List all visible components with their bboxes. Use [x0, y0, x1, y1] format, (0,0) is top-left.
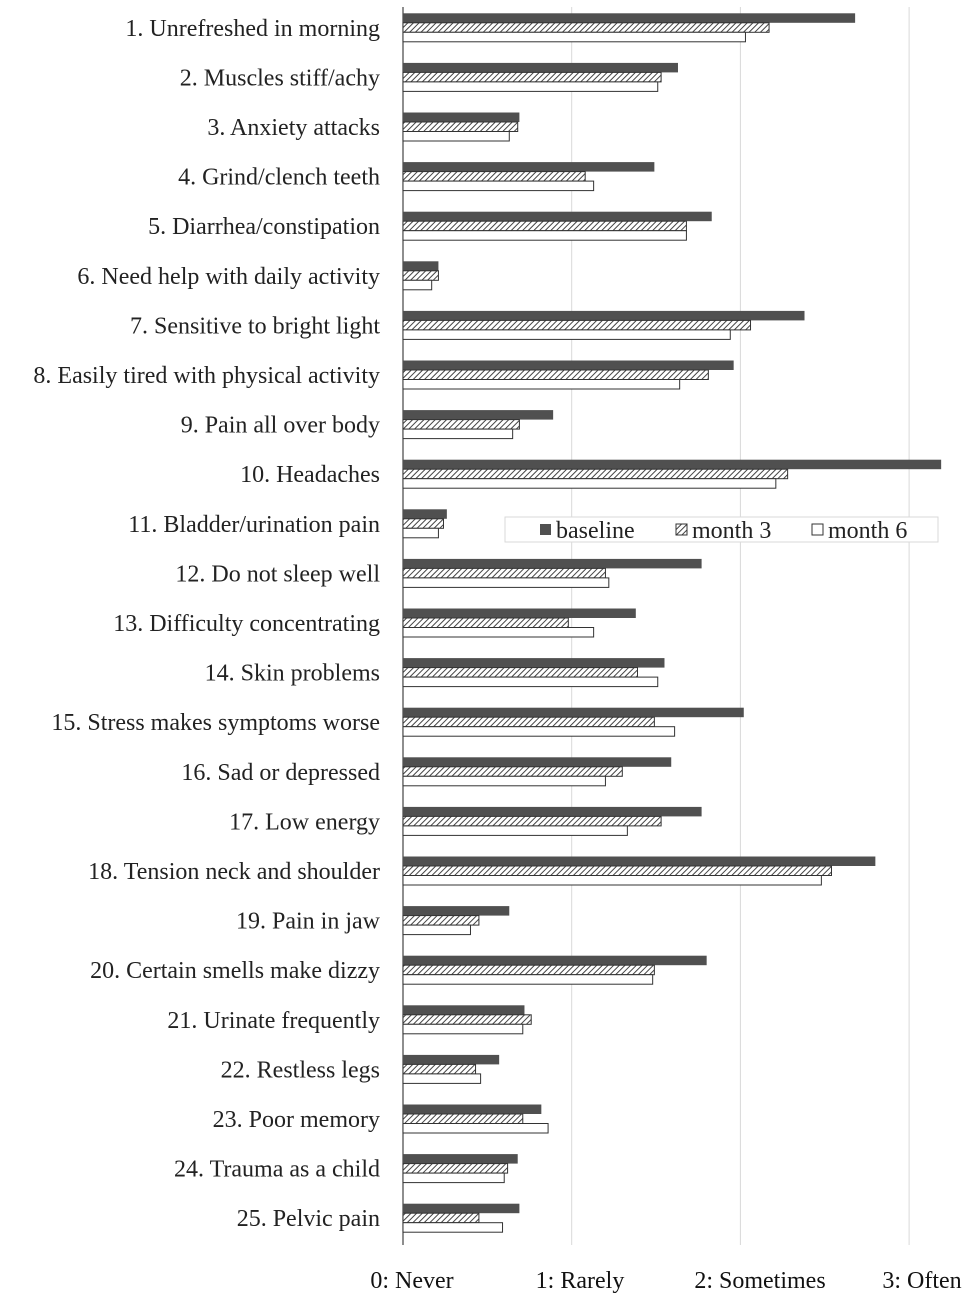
- bar-baseline: [403, 212, 712, 222]
- bar-month-3: [403, 221, 686, 231]
- category-label: 12. Do not sleep well: [175, 561, 380, 588]
- bar-month-3: [403, 23, 769, 33]
- bar-baseline: [403, 559, 702, 569]
- bar-baseline: [403, 906, 509, 916]
- bar-month-3: [403, 965, 654, 975]
- bar-month-3: [403, 72, 661, 82]
- bar-baseline: [403, 857, 875, 867]
- bar-baseline: [403, 658, 664, 668]
- bar-month-3: [403, 618, 568, 628]
- category-label: 2. Muscles stiff/achy: [179, 65, 380, 92]
- category-label: 11. Bladder/urination pain: [128, 511, 380, 538]
- x-tick-label: 2: Sometimes: [694, 1268, 826, 1294]
- bar-month-3: [403, 320, 751, 330]
- bar-month-3: [403, 420, 519, 430]
- bar-month-3: [403, 668, 637, 678]
- bar-month-6: [403, 1024, 523, 1034]
- bar-baseline: [403, 1204, 519, 1214]
- bar-month-6: [403, 1173, 504, 1183]
- category-label: 14. Skin problems: [204, 660, 380, 687]
- bars: [403, 13, 941, 1232]
- legend-swatch: [812, 524, 823, 535]
- bar-month-6: [403, 876, 821, 886]
- bar-month-6: [403, 578, 609, 588]
- bar-month-6: [403, 280, 432, 290]
- bar-month-3: [403, 271, 438, 281]
- bar-baseline: [403, 162, 654, 172]
- category-label: 17. Low energy: [229, 809, 380, 836]
- category-label: 21. Urinate frequently: [167, 1007, 380, 1034]
- bar-month-3: [403, 519, 443, 529]
- category-label: 9. Pain all over body: [180, 412, 380, 439]
- bar-month-6: [403, 528, 438, 538]
- bar-baseline: [403, 13, 855, 22]
- bar-month-3: [403, 1064, 476, 1074]
- bar-month-3: [403, 172, 585, 182]
- category-labels: [33, 16, 380, 1232]
- bar-month-6: [403, 132, 509, 142]
- legend-swatch: [540, 524, 551, 535]
- bar-month-6: [403, 1223, 503, 1233]
- legend-label: baseline: [556, 518, 635, 544]
- x-tick-label: 1: Rarely: [535, 1268, 625, 1294]
- category-label: 10. Headaches: [240, 462, 380, 489]
- bar-month-3: [403, 717, 654, 727]
- legend-label: month 6: [828, 518, 908, 544]
- bar-month-6: [403, 628, 594, 638]
- bar-month-6: [403, 1074, 481, 1084]
- bar-month-3: [403, 1164, 508, 1174]
- bar-baseline: [403, 311, 805, 321]
- bar-month-6: [403, 380, 680, 390]
- bar-month-3: [403, 1015, 531, 1025]
- bar-month-6: [403, 826, 627, 836]
- bar-baseline: [403, 460, 941, 470]
- category-label: 16. Sad or depressed: [181, 759, 380, 786]
- bar-baseline: [403, 757, 671, 767]
- x-tick-label: 0: Never: [370, 1268, 454, 1294]
- category-label: 24. Trauma as a child: [174, 1156, 380, 1183]
- bar-baseline: [403, 1055, 499, 1065]
- bar-baseline: [403, 361, 734, 371]
- category-label: 7. Sensitive to bright light: [130, 313, 380, 340]
- bar-baseline: [403, 609, 636, 619]
- bar-month-3: [403, 469, 788, 479]
- bar-baseline: [403, 63, 678, 73]
- bar-baseline: [403, 807, 702, 817]
- bar-baseline: [403, 708, 744, 718]
- bar-month-6: [403, 32, 745, 42]
- category-label: 5. Diarrhea/constipation: [148, 214, 380, 241]
- bar-month-6: [403, 776, 605, 786]
- bar-baseline: [403, 113, 519, 123]
- bar-month-6: [403, 181, 594, 191]
- x-tick-labels: [370, 1268, 961, 1294]
- category-label: 25. Pelvic pain: [236, 1206, 380, 1233]
- category-label: 1. Unrefreshed in morning: [125, 15, 380, 42]
- category-label: 22. Restless legs: [220, 1057, 380, 1084]
- bar-month-3: [403, 568, 605, 578]
- bar-month-6: [403, 82, 658, 92]
- bar-baseline: [403, 956, 707, 966]
- x-tick-label: 3: Often: [882, 1268, 962, 1294]
- bar-month-6: [403, 727, 675, 737]
- category-label: 23. Poor memory: [212, 1107, 380, 1133]
- bar-month-3: [403, 370, 708, 380]
- bar-month-3: [403, 767, 622, 777]
- category-label: 20. Certain smells make dizzy: [90, 958, 380, 985]
- category-label: 19. Pain in jaw: [236, 908, 380, 935]
- bar-month-3: [403, 866, 831, 876]
- bar-month-3: [403, 1114, 523, 1124]
- bar-baseline: [403, 1154, 518, 1164]
- category-label: 18. Tension neck and shoulder: [88, 859, 380, 885]
- bar-baseline: [403, 261, 438, 271]
- legend-label: month 3: [692, 518, 772, 544]
- category-label: 8. Easily tired with physical activity: [33, 363, 380, 389]
- bar-month-6: [403, 231, 686, 241]
- bar-month-3: [403, 916, 479, 926]
- category-label: 13. Difficulty concentrating: [113, 611, 380, 637]
- bar-baseline: [403, 1105, 541, 1115]
- bar-month-3: [403, 1213, 479, 1223]
- legend: [505, 517, 938, 544]
- legend-swatch: [676, 524, 687, 535]
- bar-month-6: [403, 479, 776, 489]
- bar-baseline: [403, 410, 553, 420]
- bar-month-6: [403, 925, 470, 935]
- bar-month-3: [403, 816, 661, 826]
- category-label: 3. Anxiety attacks: [207, 115, 380, 141]
- bar-month-6: [403, 429, 513, 439]
- bar-month-6: [403, 330, 730, 340]
- category-label: 6. Need help with daily activity: [77, 263, 380, 290]
- category-label: 4. Grind/clench teeth: [178, 164, 380, 191]
- bar-baseline: [403, 1005, 524, 1015]
- bar-month-6: [403, 677, 658, 687]
- bar-month-6: [403, 1124, 548, 1134]
- bar-month-3: [403, 122, 518, 132]
- bar-month-6: [403, 975, 653, 985]
- category-label: 15. Stress makes symptoms worse: [51, 710, 380, 737]
- bar-baseline: [403, 509, 447, 519]
